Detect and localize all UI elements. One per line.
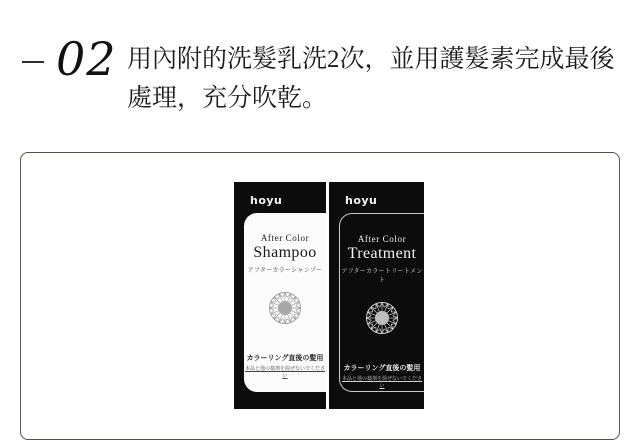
treatment-title-line1: After Color <box>357 234 407 244</box>
treatment-usage-text: カラーリング直後の髪用 <box>343 364 421 372</box>
packet-after-color-treatment <box>329 182 424 409</box>
step-number-dash <box>22 61 44 63</box>
shampoo-label-panel <box>244 213 326 392</box>
treatment-subtitle-katakana: アフターカラートリートメント <box>341 268 423 284</box>
diamond-gem-icon <box>267 290 303 326</box>
shampoo-title-line2: Shampoo <box>253 244 317 261</box>
hoyu-logo: hoyu <box>250 194 283 207</box>
product-packets <box>234 182 424 409</box>
product-image-frame <box>20 152 620 440</box>
step-instruction-line1: 用內附的洗髮乳洗2次，並用護髮素完成最後 <box>127 46 615 73</box>
shampoo-title-line1: After Color <box>260 233 310 243</box>
shampoo-note-text: 本品と他の薬剤を混ぜないでください <box>244 366 325 379</box>
treatment-note-text: 本品と他の薬剤を混ぜないでください <box>341 376 422 389</box>
step-instruction-line2: 處理，充分吹乾。 <box>127 85 328 112</box>
step-number: 02 <box>56 32 117 86</box>
shampoo-usage-text: カラーリング直後の髪用 <box>246 354 324 362</box>
treatment-label-panel <box>339 213 424 392</box>
hoyu-logo: hoyu <box>345 194 378 207</box>
treatment-title-line2: Treatment <box>347 245 417 262</box>
step-instruction <box>127 40 627 118</box>
diamond-gem-icon <box>364 300 400 336</box>
shampoo-subtitle-katakana: アフターカラーシャンプー <box>247 267 323 274</box>
packet-after-color-shampoo <box>234 182 326 409</box>
